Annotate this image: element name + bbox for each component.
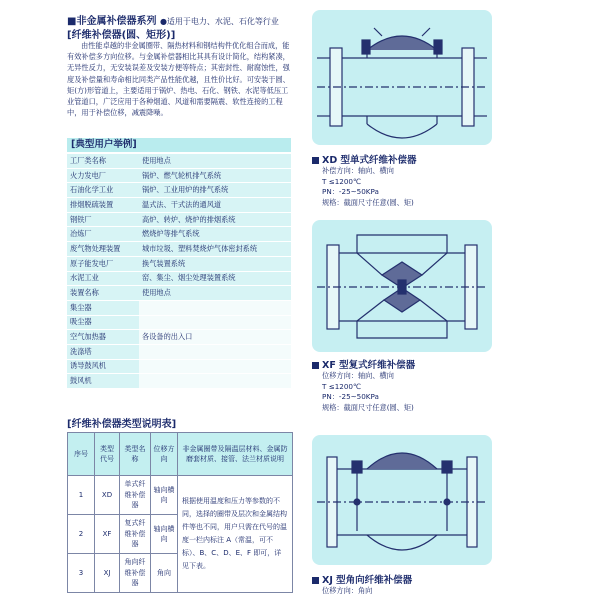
product-title: XJ 型角向纤维补偿器 xyxy=(322,575,413,586)
xf-title xyxy=(312,357,415,371)
table-cell: 原子能发电厂 xyxy=(67,256,139,271)
table-row xyxy=(67,198,291,213)
table-cell: 高炉、转炉、烧炉的排烟系统 xyxy=(139,212,291,227)
table-header-cell: 类型代号 xyxy=(95,433,120,476)
xf-drawing-panel xyxy=(312,220,492,352)
table-cell: 诱导鼓风机 xyxy=(67,359,139,374)
table-cell: 鼓风机 xyxy=(67,374,139,389)
table-cell: 燃烧炉等排气系统 xyxy=(139,227,291,242)
xj-drawing-panel xyxy=(312,435,492,565)
page-title xyxy=(67,12,279,27)
spec-line: PN：-25~50KPa xyxy=(322,392,379,401)
table-row xyxy=(67,374,291,389)
table-cell: 排烟脱硫装置 xyxy=(67,198,139,213)
product-subtitle: [纤维补偿器(圆、矩形)] xyxy=(67,30,176,41)
table-cell: 废气物处理装置 xyxy=(67,242,139,257)
table-row xyxy=(67,300,291,315)
table-row xyxy=(67,271,291,286)
users-section-heading: [典型用户举例] xyxy=(67,138,291,152)
table-cell: 装置名称 xyxy=(67,286,139,301)
table-row xyxy=(67,330,291,345)
application-note: ●适用于电力、水泥、石化等行业 xyxy=(159,17,279,26)
xf-compensator-drawing xyxy=(312,220,492,352)
table-cell: 1 xyxy=(68,476,95,515)
table-cell: 轴向横向 xyxy=(151,515,178,554)
table-header-cell: 类型名称 xyxy=(120,433,151,476)
table-cell: 冶炼厂 xyxy=(67,227,139,242)
product-title: XD 型单式纤维补偿器 xyxy=(322,155,417,166)
table-row xyxy=(67,212,291,227)
table-row xyxy=(68,476,293,515)
bullet-square-icon xyxy=(312,362,319,369)
series-title: 非金属补偿器系列 xyxy=(76,16,157,27)
table-row xyxy=(67,242,291,257)
xf-caption xyxy=(312,357,415,413)
spec-line: 位移方向：角向 xyxy=(322,586,373,595)
bullet-square-icon xyxy=(312,157,319,164)
table-row xyxy=(67,183,291,198)
product-title: XF 型复式纤维补偿器 xyxy=(322,360,416,371)
table-cell: XD xyxy=(95,476,120,515)
table-cell: 吸尘器 xyxy=(67,315,139,330)
table-cell: 火力发电厂 xyxy=(67,168,139,183)
table-row xyxy=(67,359,291,374)
table-header-cell: 非金属圈带及隔温层材料、金属防磨套材质、接管、法兰材质说明 xyxy=(178,433,293,476)
table-row xyxy=(67,315,291,330)
table-cell: 空气加热器 xyxy=(67,330,139,345)
table-cell: 水泥工业 xyxy=(67,271,139,286)
table-cell: XJ xyxy=(95,554,120,593)
table-cell: XF xyxy=(95,515,120,554)
table-cell: 2 xyxy=(68,515,95,554)
type-table xyxy=(67,432,293,593)
table-cell: 使用地点 xyxy=(139,154,291,168)
spec-line: 位移方向：轴向、横向 xyxy=(322,371,394,380)
table-cell: 使用地点 xyxy=(139,286,291,301)
table-cell: 温式法、干式法的通风道 xyxy=(139,198,291,213)
user-table-header xyxy=(67,154,291,168)
xj-caption xyxy=(312,572,412,597)
user-table xyxy=(67,154,291,389)
table-row xyxy=(67,256,291,271)
table-cell: 集尘器 xyxy=(67,300,139,315)
bullet-square-icon xyxy=(312,577,319,584)
xj-compensator-drawing xyxy=(312,435,492,565)
xj-title xyxy=(312,572,412,586)
table-cell: 洗涤塔 xyxy=(67,344,139,359)
table-header-cell: 序号 xyxy=(68,433,95,476)
spec-line: PN：-25~50KPa xyxy=(322,187,379,196)
spec-line: T ≤1200℃ xyxy=(322,176,362,186)
device-table-header xyxy=(67,286,291,301)
table-header-cell: 位移方向 xyxy=(151,433,178,476)
table-row xyxy=(67,227,291,242)
table-cell: 复式纤维补偿器 xyxy=(120,515,151,554)
spec-line: 规格：截面尺寸任意(圆、矩) xyxy=(322,197,414,207)
xd-caption xyxy=(312,152,417,208)
title-marker: ■ xyxy=(67,16,77,27)
table-row xyxy=(67,344,291,359)
table-cell: 城市垃圾、塑料焚烧炉气体密封系统 xyxy=(139,242,291,257)
spec-line: 补偿方向：轴向、横向 xyxy=(322,166,394,175)
table-cell: 角向 xyxy=(151,554,178,593)
table-cell: 窑、集尘、烟尘处理装置系统 xyxy=(139,271,291,286)
type-table-header xyxy=(68,433,293,476)
table-cell: 3 xyxy=(68,554,95,593)
xd-compensator-drawing xyxy=(312,10,492,145)
types-section-heading: [纤维补偿器类型说明表] xyxy=(67,419,177,430)
spec-line: T ≤1200℃ xyxy=(322,381,362,391)
intro-paragraph: 由性能卓越的非金属圈带、隔热材料和钢结构件优化组合而成，能有效补偿多方向位移。与金属补偿器相比其具有设计简化，结构紧凑，无异性反力，无安装误差及安装方便等特点；其密封性、耐腐蚀性，强度及补偿量和寿命相比同类产品性能优越，且性价比好。可安装于圆、矩(方)形管道上，主要适用于锅炉、热电、石化、钢铁、水泥等低压工业管道口，广泛应用于各种烟道、风道和需要隔震、软性连接的工程中，用于补偿位移，减震降噪。 xyxy=(67,41,290,118)
xd-title xyxy=(312,152,417,166)
table-cell: 轴向横向 xyxy=(151,476,178,515)
table-cell: 角向纤维补偿器 xyxy=(120,554,151,593)
table-cell: 换气装置系统 xyxy=(139,256,291,271)
table-cell: 单式纤维补偿器 xyxy=(120,476,151,515)
xd-drawing-panel xyxy=(312,10,492,145)
table-cell: 锅炉、工业用炉的排气系统 xyxy=(139,183,291,198)
table-cell: 各设备的出入口 xyxy=(139,330,291,345)
type-note: 根据使用温度和压力等参数的不同，选择的圈带及层次和金属结构件等也不同，用户只需在代号的温度一栏内标注 A（常温，可不标）、B、C、D、E、F 即可，详见下表。 xyxy=(178,476,293,593)
table-cell: 锅炉、燃气轮机排气系统 xyxy=(139,168,291,183)
table-cell: 工厂类名称 xyxy=(67,154,139,168)
table-cell: 钢铁厂 xyxy=(67,212,139,227)
table-cell: 石油化学工业 xyxy=(67,183,139,198)
spec-line: 规格：截面尺寸任意(圆、矩) xyxy=(322,402,414,412)
table-row xyxy=(67,168,291,183)
